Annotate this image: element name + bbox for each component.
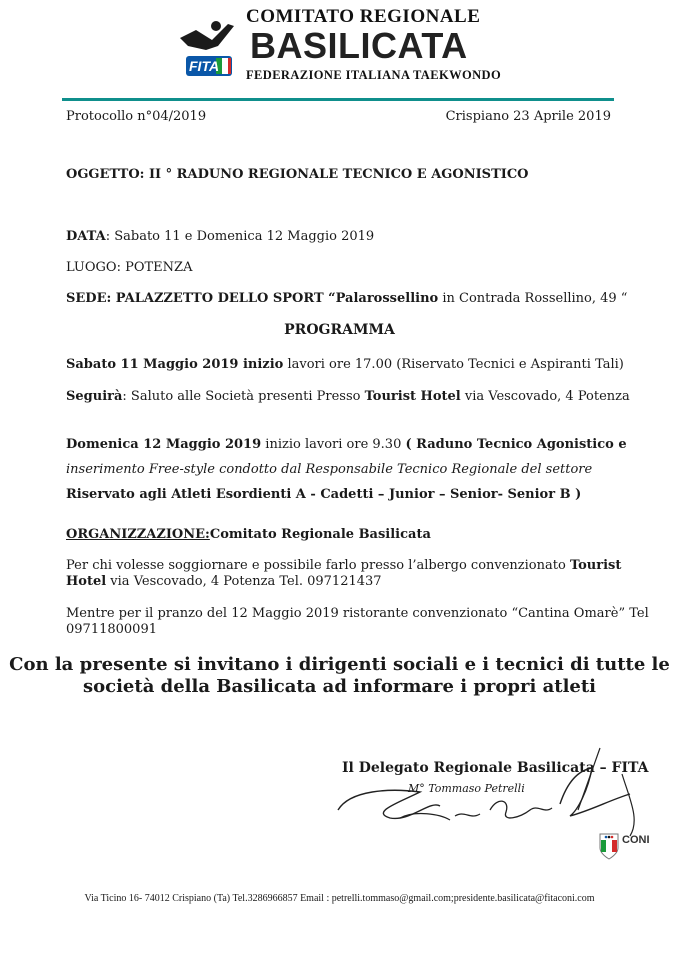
sunday-line xyxy=(66,436,627,454)
protocol-number: Protocollo n°04/2019 xyxy=(66,109,207,124)
organization-label: ORGANIZZAZIONE: xyxy=(66,527,210,542)
signature-name: M° Tommaso Petrelli xyxy=(408,782,525,795)
logo-text: FITA xyxy=(189,58,220,74)
stay-hotel-part2: Hotel xyxy=(66,574,107,589)
subject-line: OGGETTO: II ° RADUNO REGIONALE TECNICO E AGONISTICO xyxy=(66,167,529,182)
saturday-bold: Sabato 11 Maggio 2019 inizio xyxy=(66,357,284,372)
venue-line xyxy=(66,290,627,308)
saturday-rest: lavori ore 17.00 (Riservato Tecnici e Aspiranti Tali) xyxy=(283,357,624,372)
sunday-bold: Domenica 12 Maggio 2019 xyxy=(66,437,262,452)
place-line: LUOGO: POTENZA xyxy=(66,260,193,275)
lunch-line-1: Mentre per il pranzo del 12 Maggio 2019 ristorante convenzionato “Cantina Omarè” Tel xyxy=(66,606,649,621)
program-heading: PROGRAMMA xyxy=(284,322,395,338)
sunday-mid: inizio lavori ore 9.30 xyxy=(261,437,406,452)
follow-rest: via Vescovado, 4 Potenza xyxy=(460,389,630,404)
lunch-line-2: 09711800091 xyxy=(66,622,157,637)
follow-bold: Seguirà xyxy=(66,389,123,404)
organization-line xyxy=(66,526,431,544)
stay-hotel-part1: Tourist xyxy=(569,558,622,573)
saturday-line xyxy=(66,356,624,374)
sunday-bold2: ( Raduno Tecnico Agonistico e xyxy=(405,437,627,452)
footer-contacts: Via Ticino 16- 74012 Crispiano (Ta) Tel.3286966857 Email : petrelli.tommaso@gmail.com;presidente.basilicata@fitaconi.com xyxy=(84,893,595,904)
place-date: Crispiano 23 Aprile 2019 xyxy=(445,109,611,124)
date-value: : Sabato 11 e Domenica 12 Maggio 2019 xyxy=(105,229,375,244)
follow-line xyxy=(66,388,630,406)
header-title-line1: COMITATO REGIONALE xyxy=(246,6,481,27)
date-label: DATA xyxy=(66,229,106,244)
follow-hotel: Tourist Hotel xyxy=(364,389,461,404)
invitation-line-1: Con la presente si invitano i dirigenti sociali e i tecnici di tutte le xyxy=(9,654,670,675)
venue-label: SEDE: PALAZZETTO DELLO SPORT “Palarossellino xyxy=(66,291,439,306)
reserved-line: Riservato agli Atleti Esordienti A - Cadetti – Junior – Senior- Senior B ) xyxy=(66,487,582,502)
fita-logo xyxy=(176,16,242,80)
coni-label: CONI xyxy=(622,834,650,846)
stay-text: Per chi volesse soggiornare e possibile farlo presso l’albergo convenzionato xyxy=(66,558,570,573)
stay-line-2 xyxy=(66,573,382,591)
header-divider xyxy=(62,98,614,101)
coni-logo xyxy=(598,832,648,862)
follow-mid: : Saluto alle Società presenti Presso xyxy=(122,389,365,404)
organization-value: Comitato Regionale Basilicata xyxy=(209,527,431,542)
stay-address: via Vescovado, 4 Potenza Tel. 097121437 xyxy=(106,574,382,589)
signature-role: Il Delegato Regionale Basilicata – FITA xyxy=(342,760,649,776)
header-title-line3: FEDERAZIONE ITALIANA TAEKWONDO xyxy=(246,68,502,82)
header-title-line2: BASILICATA xyxy=(250,25,468,66)
date-line xyxy=(66,228,374,246)
venue-rest: in Contrada Rossellino, 49 “ xyxy=(438,291,628,306)
invitation-line-2: società della Basilicata ad informare i propri atleti xyxy=(82,676,597,697)
sunday-italic-line: inserimento Free-style condotto dal Responsabile Tecnico Regionale del settore xyxy=(66,462,593,477)
